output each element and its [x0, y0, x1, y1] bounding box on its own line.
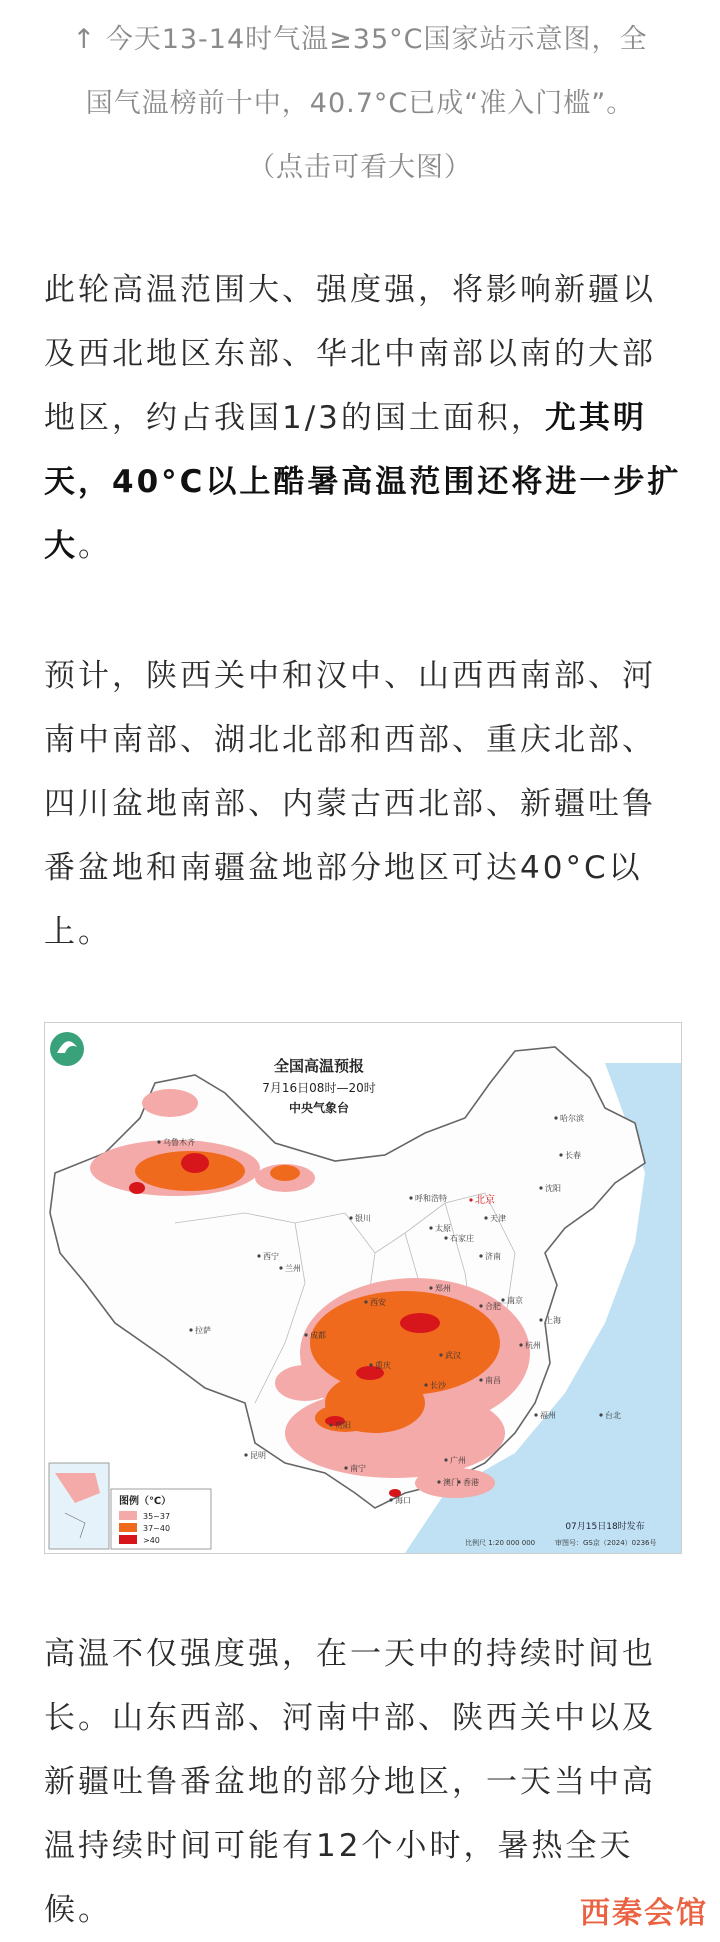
legend-swatch	[119, 1523, 137, 1532]
text-line: 南中南部、湖北北部和西部、重庆北部、	[44, 722, 656, 758]
legend-label: 35~37	[143, 1512, 171, 1521]
city-dot	[189, 1328, 192, 1331]
site-watermark: 西秦会馆	[580, 1896, 708, 1931]
city-label: 广州	[450, 1456, 466, 1465]
city-label: 西安	[370, 1298, 386, 1307]
city-label: 兰州	[285, 1264, 301, 1273]
text-line: 长。山东西部、河南中部、陕西关中以及	[44, 1700, 656, 1736]
city-label: 贵阳	[335, 1421, 351, 1430]
city-dot	[369, 1363, 372, 1366]
city-label: 重庆	[375, 1361, 391, 1370]
city-label: 武汉	[445, 1351, 461, 1360]
city-dot	[329, 1423, 332, 1426]
paragraph-forecast-regions	[44, 644, 684, 964]
city-label: 台北	[605, 1411, 621, 1420]
city-dot	[534, 1413, 537, 1416]
bold-text: 尤其明	[544, 400, 647, 436]
city-dot	[439, 1353, 442, 1356]
city-dot	[554, 1116, 557, 1119]
city-dot	[244, 1453, 247, 1456]
city-label: 太原	[435, 1224, 451, 1233]
caption-line: ↑ 今天13-14时气温≥35°C国家站示意图，全	[72, 24, 648, 55]
city-dot	[479, 1378, 482, 1381]
city-dot	[389, 1498, 392, 1501]
bold-text: 大	[44, 528, 78, 564]
city-label: 福州	[540, 1411, 556, 1420]
bold-text: 天，40°C以上酷暑高温范围还将进一步扩	[44, 464, 682, 500]
city-label: 南宁	[350, 1464, 366, 1473]
city-label: 杭州	[525, 1341, 541, 1350]
city-dot	[437, 1480, 440, 1483]
city-dot	[539, 1186, 542, 1189]
city-dot	[469, 1198, 472, 1201]
city-label: 郑州	[435, 1284, 451, 1293]
city-dot	[157, 1140, 160, 1143]
city-label: 呼和浩特	[415, 1194, 447, 1203]
city-label: 沈阳	[545, 1184, 561, 1193]
city-dot	[349, 1216, 352, 1219]
heat-forecast-map[interactable]	[44, 1022, 682, 1554]
city-dot	[501, 1298, 504, 1301]
text-span: 。	[78, 528, 112, 564]
text-line: 此轮高温范围大、强度强，将影响新疆以	[44, 272, 656, 308]
publish-time: 07月15日18时发布	[565, 1522, 645, 1532]
text-line	[44, 514, 684, 578]
city-dot	[559, 1153, 562, 1156]
city-label: 济南	[485, 1252, 501, 1261]
city-dot	[429, 1226, 432, 1229]
map-approval-no: 审图号：GS京（2024）0236号	[555, 1539, 657, 1547]
city-label: 上海	[545, 1316, 561, 1325]
city-dot	[364, 1300, 367, 1303]
text-line: 预计，陕西关中和汉中、山西西南部、河	[44, 658, 656, 694]
city-dot	[479, 1304, 482, 1307]
city-label: 成都	[310, 1331, 326, 1340]
map-scale: 比例尺 1:20 000 000	[465, 1539, 536, 1547]
city-label: 银川	[355, 1214, 371, 1223]
city-label: 乌鲁木齐	[163, 1138, 195, 1147]
city-dot	[479, 1254, 482, 1257]
city-label: 南昌	[485, 1376, 501, 1385]
image-caption	[0, 8, 720, 200]
city-dot	[257, 1254, 260, 1257]
city-label: 北京	[475, 1195, 495, 1206]
text-line: 番盆地和南疆盆地部分地区可达40°C以	[44, 850, 643, 886]
city-label: 合肥	[485, 1302, 501, 1311]
map-legend	[111, 1489, 211, 1549]
city-label: 海口	[395, 1496, 411, 1505]
legend-title: 图例（℃）	[119, 1496, 172, 1507]
map-svg	[45, 1023, 681, 1553]
city-dot	[409, 1196, 412, 1199]
city-label: 南京	[507, 1296, 523, 1305]
legend-label: >40	[143, 1536, 160, 1545]
city-dot	[539, 1318, 542, 1321]
city-dot	[599, 1413, 602, 1416]
paragraph-heat-scope	[44, 258, 684, 578]
city-dot	[344, 1466, 347, 1469]
text-line: 新疆吐鲁番盆地的部分地区，一天当中高	[44, 1764, 656, 1800]
city-dot	[424, 1383, 427, 1386]
city-dot	[444, 1458, 447, 1461]
city-dot	[484, 1216, 487, 1219]
south-china-sea-inset	[49, 1463, 109, 1549]
city-label: 西宁	[263, 1252, 279, 1261]
city-dot	[519, 1343, 522, 1346]
map-title: 全国高温预报	[273, 1057, 365, 1075]
cma-logo	[50, 1032, 84, 1066]
map-period: 7月16日08时—20时	[262, 1081, 376, 1095]
city-label: 天津	[490, 1214, 506, 1223]
legend-swatch	[119, 1511, 137, 1520]
text-line: 高温不仅强度强，在一天中的持续时间也	[44, 1636, 656, 1672]
text-line: 四川盆地南部、内蒙古西北部、新疆吐鲁	[44, 786, 656, 822]
legend-swatch	[119, 1535, 137, 1544]
city-label: 石家庄	[450, 1234, 474, 1243]
city-label: 澳门	[443, 1478, 459, 1487]
city-dot	[279, 1266, 282, 1269]
text-line: 候。	[44, 1892, 112, 1928]
legend-label: 37~40	[143, 1524, 171, 1533]
text-line	[44, 450, 684, 514]
city-label: 哈尔滨	[560, 1114, 584, 1123]
city-label: 长沙	[430, 1381, 446, 1390]
city-dot	[304, 1333, 307, 1336]
caption-line: 国气温榜前十中，40.7°C已成“准入门槛”。	[85, 88, 635, 119]
map-agency: 中央气象台	[288, 1101, 350, 1115]
city-label: 长春	[565, 1151, 581, 1160]
text-span: 地区，约占我国1/3的国土面积，	[44, 400, 545, 436]
text-line: 及西北地区东部、华北中南部以南的大部	[44, 336, 656, 372]
text-line: 温持续时间可能有12个小时，暑热全天	[44, 1828, 634, 1864]
city-dot	[429, 1286, 432, 1289]
city-label: 拉萨	[195, 1326, 211, 1335]
text-line	[44, 386, 684, 450]
city-label: 香港	[463, 1478, 479, 1487]
city-label: 昆明	[250, 1451, 266, 1460]
caption-line[interactable]: （点击可看大图）	[248, 152, 472, 183]
city-dot	[444, 1236, 447, 1239]
text-line: 上。	[44, 914, 112, 950]
